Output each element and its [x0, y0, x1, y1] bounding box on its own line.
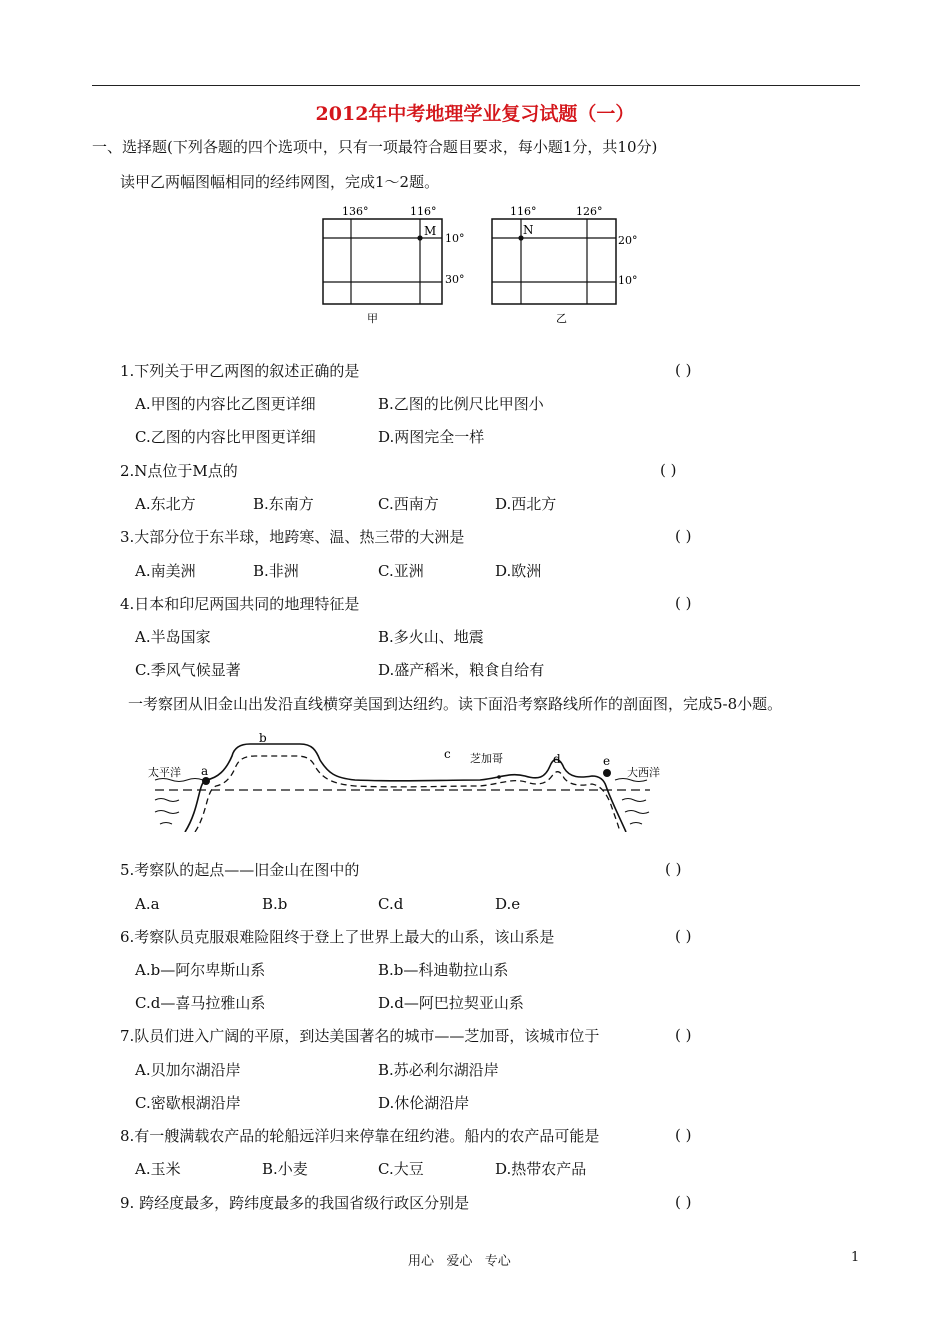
point-a-label: a	[201, 764, 209, 778]
lon-label-116: 116°	[410, 205, 437, 218]
q1-option-b[interactable]: B.乙图的比例尺比甲图小	[378, 395, 544, 413]
section-heading: 一、选择题(下列各题的四个选项中，只有一项最符合题目要求，每小题1分，共10分)	[92, 138, 658, 156]
q6-option-b[interactable]: B.b—科迪勒拉山系	[378, 961, 509, 979]
lat-label-10: 10°	[618, 274, 638, 287]
lon-label-116: 116°	[510, 205, 537, 218]
q3-answer-blank[interactable]: ( )	[675, 527, 692, 545]
q3-option-c[interactable]: C.亚洲	[378, 562, 424, 580]
lon-label-136: 136°	[342, 205, 369, 218]
q9-stem: 9. 跨经度最多，跨纬度最多的我国省级行政区分别是	[120, 1194, 470, 1212]
q5-option-d[interactable]: D.e	[495, 895, 521, 913]
q5-option-a[interactable]: A.a	[135, 895, 160, 913]
q5-option-b[interactable]: B.b	[262, 895, 288, 913]
q4-option-d[interactable]: D.盛产稻米，粮食自给有	[378, 661, 545, 679]
q7-option-c[interactable]: C.密歇根湖沿岸	[135, 1094, 241, 1112]
point-e-label: e	[603, 754, 611, 768]
lat-label-10: 10°	[445, 232, 465, 245]
header-rule	[92, 85, 860, 86]
point-d-label: d	[553, 752, 561, 766]
lon-label-126: 126°	[576, 205, 603, 218]
q2-option-a[interactable]: A.东北方	[135, 495, 196, 513]
q1-stem: 1.下列关于甲乙两图的叙述正确的是	[120, 362, 360, 380]
q7-option-d[interactable]: D.休伦湖沿岸	[378, 1094, 470, 1112]
profile-diagram	[140, 728, 670, 832]
q8-option-c[interactable]: C.大豆	[378, 1160, 424, 1178]
q4-option-a[interactable]: A.半岛国家	[135, 628, 211, 646]
intro-maps: 读甲乙两幅图幅相同的经纬网图，完成1～2题。	[120, 173, 440, 191]
q2-answer-blank[interactable]: ( )	[660, 461, 677, 479]
q7-option-a[interactable]: A.贝加尔湖沿岸	[135, 1061, 241, 1079]
q2-stem: 2.N点位于M点的	[120, 462, 238, 480]
point-e-marker	[603, 769, 611, 777]
q7-stem: 7.队员们进入广阔的平原，到达美国著名的城市——芝加哥，该城市位于	[120, 1027, 600, 1045]
q3-stem: 3.大部分位于东半球，地跨寒、温、热三带的大洲是	[120, 528, 465, 546]
q6-answer-blank[interactable]: ( )	[675, 927, 692, 945]
map-yi-caption: 乙	[556, 312, 567, 325]
q3-option-b[interactable]: B.非洲	[253, 562, 299, 580]
q8-option-b[interactable]: B.小麦	[262, 1160, 308, 1178]
q5-answer-blank[interactable]: ( )	[665, 860, 682, 878]
q1-option-c[interactable]: C.乙图的内容比甲图更详细	[135, 428, 316, 446]
point-b-label: b	[259, 731, 267, 745]
document-title: 2012年中考地理学业复习试题（一）	[315, 103, 635, 125]
lat-label-30: 30°	[445, 273, 465, 286]
footer-motto: 用心 爱心 专心	[408, 1254, 511, 1269]
q2-option-b[interactable]: B.东南方	[253, 495, 314, 513]
chicago-label: 芝加哥	[470, 752, 503, 765]
point-m-label: M	[424, 224, 437, 238]
q6-option-c[interactable]: C.d—喜马拉雅山系	[135, 994, 266, 1012]
q2-option-c[interactable]: C.西南方	[378, 495, 439, 513]
q5-option-c[interactable]: C.d	[378, 895, 404, 913]
q4-option-b[interactable]: B.多火山、地震	[378, 628, 484, 646]
chicago-marker	[497, 775, 501, 779]
atlantic-label: 大西洋	[627, 766, 660, 779]
q8-option-d[interactable]: D.热带农产品	[495, 1160, 587, 1178]
q4-stem: 4.日本和印尼两国共同的地理特征是	[120, 595, 360, 613]
q8-option-a[interactable]: A.玉米	[135, 1160, 181, 1178]
intro-profile: 一考察团从旧金山出发沿直线横穿美国到达纽约。读下面沿考察路线所作的剖面图，完成5-8小题。	[128, 695, 783, 713]
page-number: 1	[851, 1250, 860, 1265]
q1-option-d[interactable]: D.两图完全一样	[378, 428, 485, 446]
q6-stem: 6.考察队员克服艰难险阻终于登上了世界上最大的山系，该山系是	[120, 928, 555, 946]
point-c-label: c	[444, 747, 451, 761]
q8-answer-blank[interactable]: ( )	[675, 1126, 692, 1144]
point-n-label: N	[523, 223, 534, 237]
q9-answer-blank[interactable]: ( )	[675, 1193, 692, 1211]
lat-label-20: 20°	[618, 234, 638, 247]
pacific-label: 太平洋	[148, 766, 181, 779]
q4-answer-blank[interactable]: ( )	[675, 594, 692, 612]
map-yi	[484, 202, 644, 327]
q6-option-d[interactable]: D.d—阿巴拉契亚山系	[378, 994, 524, 1012]
pacific-waves	[155, 799, 179, 825]
q1-answer-blank[interactable]: ( )	[675, 361, 692, 379]
q7-option-b[interactable]: B.苏必利尔湖沿岸	[378, 1061, 499, 1079]
map-jia	[315, 202, 475, 327]
point-a-marker	[202, 777, 210, 785]
q2-option-d[interactable]: D.西北方	[495, 495, 557, 513]
q4-option-c[interactable]: C.季风气候显著	[135, 661, 241, 679]
q5-stem: 5.考察队的起点——旧金山在图中的	[120, 861, 360, 879]
q8-stem: 8.有一艘满载农产品的轮船远洋归来停靠在纽约港。船内的农产品可能是	[120, 1127, 600, 1145]
terrain-dashed	[195, 756, 620, 832]
point-m-marker	[417, 235, 422, 240]
q3-option-a[interactable]: A.南美洲	[135, 562, 196, 580]
q1-option-a[interactable]: A.甲图的内容比乙图更详细	[135, 395, 316, 413]
q3-option-d[interactable]: D.欧洲	[495, 562, 542, 580]
map-jia-caption: 甲	[367, 312, 378, 325]
q7-answer-blank[interactable]: ( )	[675, 1026, 692, 1044]
q6-option-a[interactable]: A.b—阿尔卑斯山系	[135, 961, 266, 979]
atlantic-waves	[622, 799, 649, 825]
